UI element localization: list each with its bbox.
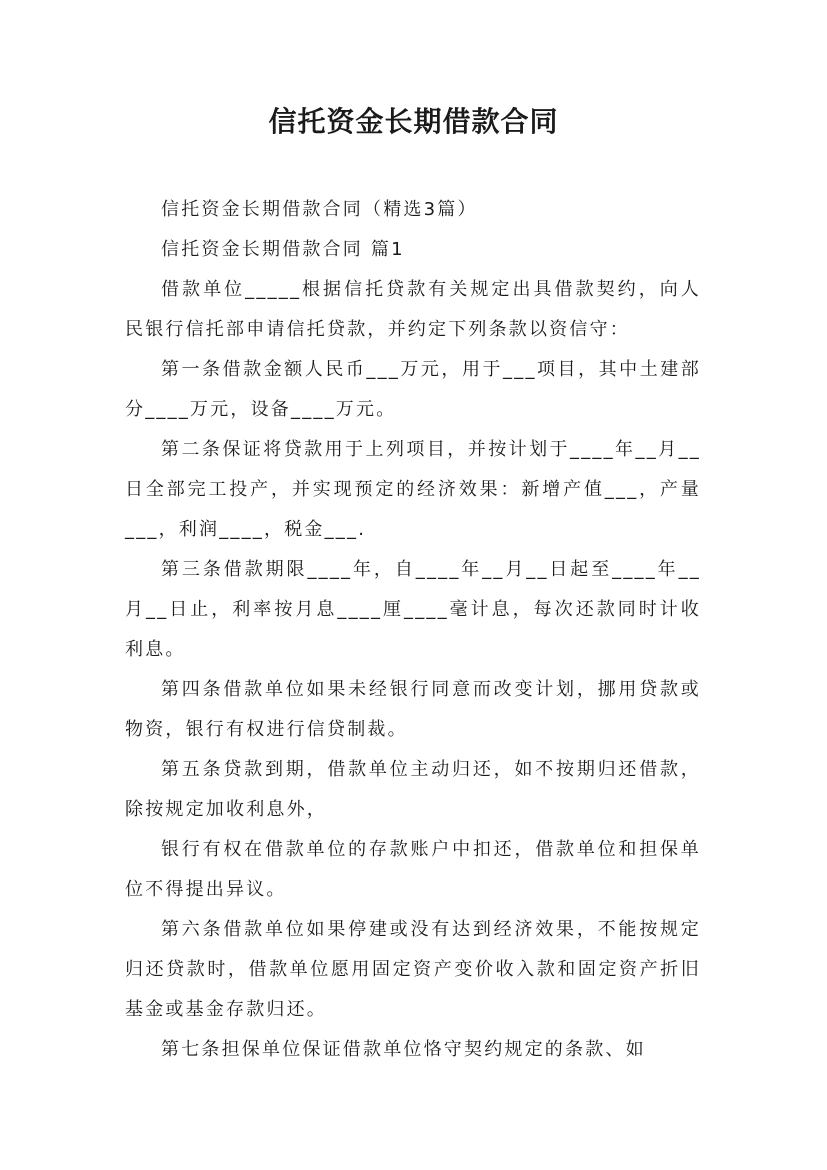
paragraph-preamble: 借款单位_____根据信托贷款有关规定出具借款契约，向人民银行信托部申请信托贷款，并约定下列条款以资信守： xyxy=(125,279,701,340)
paragraph-article-5-continued: 银行有权在借款单位的存款账户中扣还，借款单位和担保单位不得提出异议。 xyxy=(125,839,701,900)
paragraph-article-5: 第五条贷款到期，借款单位主动归还，如不按期归还借款，除按规定加收利息外， xyxy=(125,759,701,820)
paragraph-article-4: 第四条借款单位如果未经银行同意而改变计划，挪用贷款或物资，银行有权进行信贷制裁。 xyxy=(125,679,701,740)
paragraph-article-6: 第六条借款单位如果停建或没有达到经济效果，不能按规定归还贷款时，借款单位愿用固定资产变价收入款和固定资产折旧基金或基金存款归还。 xyxy=(125,919,701,1020)
paragraph-article-1: 第一条借款金额人民币___万元，用于___项目，其中土建部分____万元，设备____万元。 xyxy=(125,359,701,420)
document-title: 信托资金长期借款合同 xyxy=(268,105,559,138)
paragraph-article-3: 第三条借款期限____年，自____年__月__日起至____年__月__日止，利率按月息____厘____毫计息，每次还款同时计收利息。 xyxy=(125,559,701,660)
paragraph-article-7: 第七条担保单位保证借款单位恪守契约规定的条款、如 xyxy=(161,1039,646,1060)
document-body xyxy=(125,190,701,1070)
paragraph-subtitle: 信托资金长期借款合同（精选3篇） xyxy=(161,199,478,220)
paragraph-article-2: 第二条保证将贷款用于上列项目，并按计划于____年__月__日全部完工投产，并实现预定的经济效果：新增产值___，产量___，利润____，税金___. xyxy=(125,439,701,540)
paragraph-section-heading: 信托资金长期借款合同 篇1 xyxy=(161,239,405,260)
